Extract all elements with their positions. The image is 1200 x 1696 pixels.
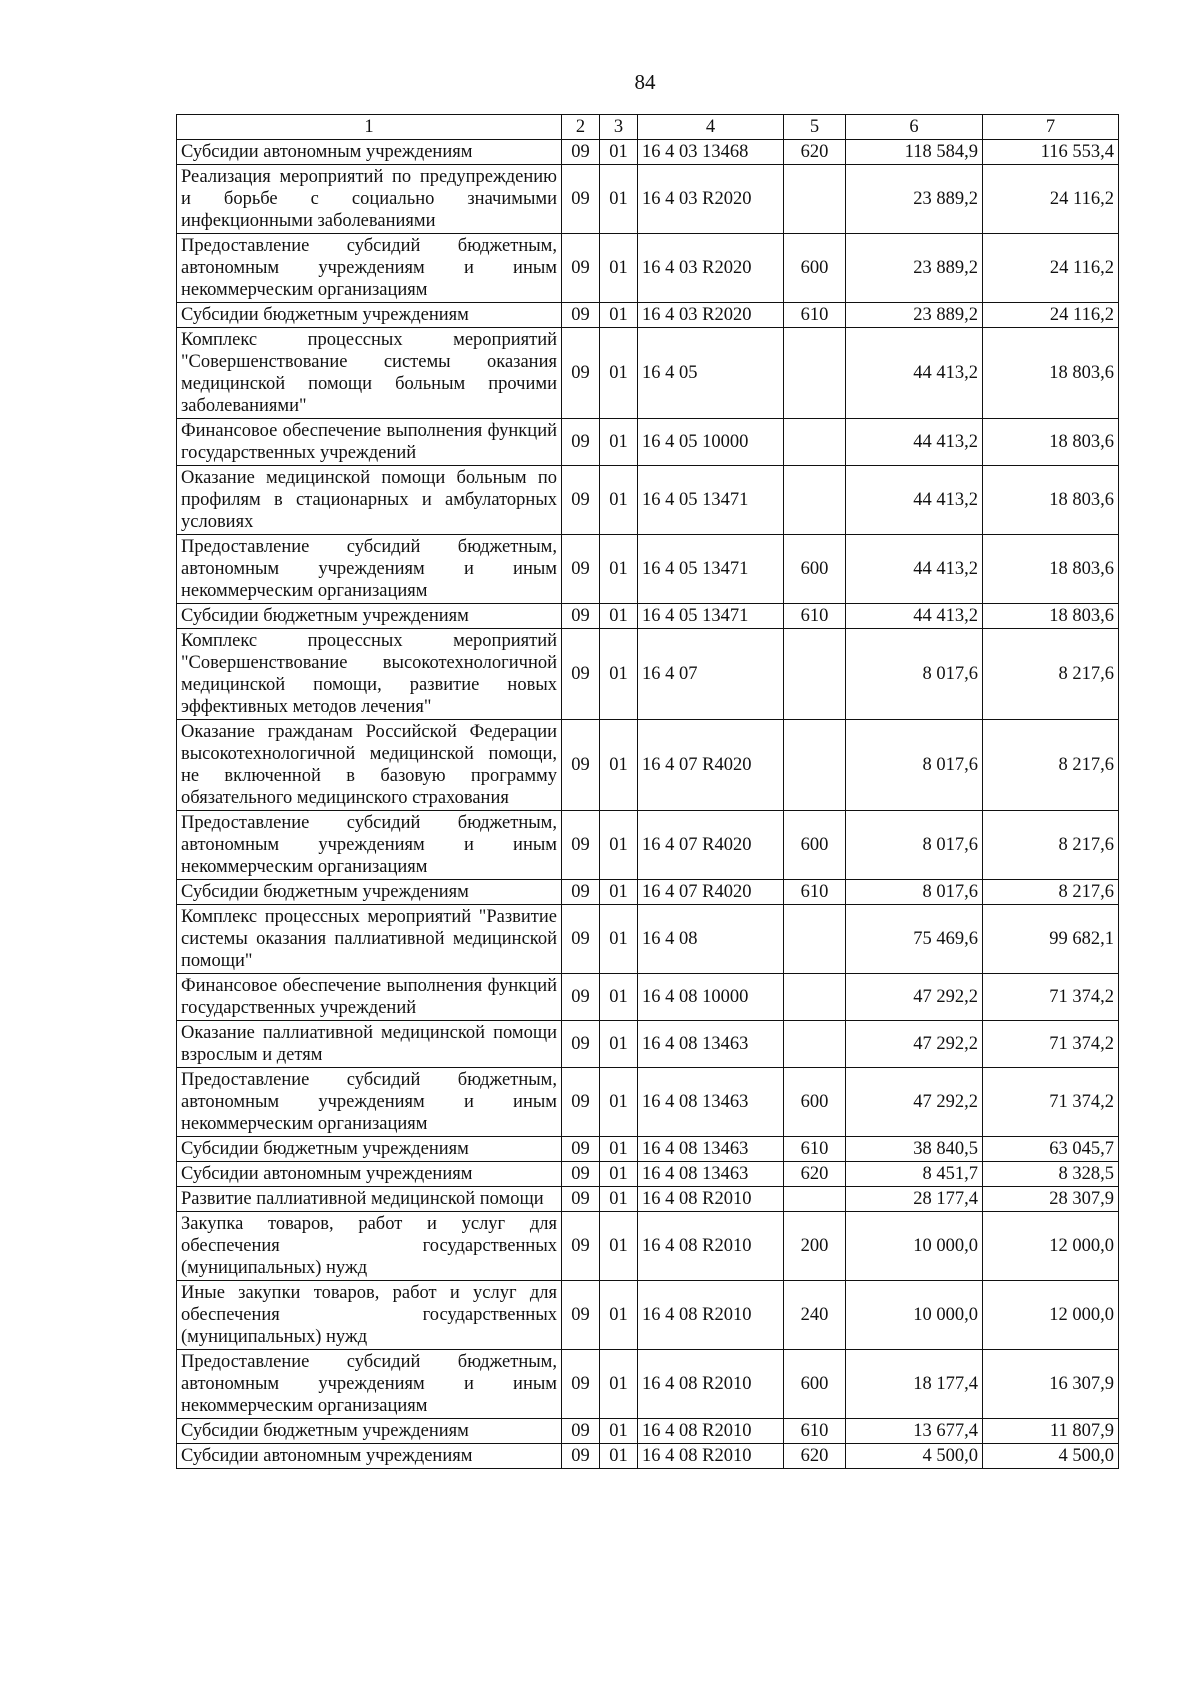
table-row: [177, 1212, 1119, 1281]
row-value7-cell: 12 000,0: [983, 1212, 1119, 1281]
row-col3-cell: 01: [600, 974, 638, 1021]
row-name-cell: Комплекс процессных мероприятий "Совершенствование высокотехнологичной медицинской помощи, развитие новых эффективных методов лечения": [177, 629, 562, 720]
row-name-cell: Субсидии бюджетным учреждениям: [177, 604, 562, 629]
row-name-cell: Субсидии автономным учреждениям: [177, 140, 562, 165]
row-col3-cell: 01: [600, 880, 638, 905]
row-col5-cell: 620: [784, 1444, 846, 1469]
row-col5-cell: [784, 974, 846, 1021]
row-name-cell: Предоставление субсидий бюджетным, автономным учреждениям и иным некоммерческим организациям: [177, 811, 562, 880]
row-col2-cell: 09: [562, 974, 600, 1021]
row-col2-cell: 09: [562, 1444, 600, 1469]
row-value7-cell: 16 307,9: [983, 1350, 1119, 1419]
row-col2-cell: 09: [562, 165, 600, 234]
table-row: [177, 1350, 1119, 1419]
row-name-cell: Оказание паллиативной медицинской помощи взрослым и детям: [177, 1021, 562, 1068]
row-col3-cell: 01: [600, 1068, 638, 1137]
row-col5-cell: [784, 328, 846, 419]
row-value7-cell: 8 217,6: [983, 880, 1119, 905]
row-value7-cell: 18 803,6: [983, 604, 1119, 629]
row-col2-cell: 09: [562, 1187, 600, 1212]
row-col2-cell: 09: [562, 1281, 600, 1350]
row-col3-cell: 01: [600, 811, 638, 880]
row-name-cell: Субсидии автономным учреждениям: [177, 1162, 562, 1187]
row-value6-cell: 47 292,2: [846, 974, 983, 1021]
row-col3-cell: 01: [600, 1212, 638, 1281]
row-value6-cell: 4 500,0: [846, 1444, 983, 1469]
row-col2-cell: 09: [562, 466, 600, 535]
row-code-cell: 16 4 05 13471: [638, 466, 784, 535]
row-col2-cell: 09: [562, 629, 600, 720]
row-col5-cell: 620: [784, 1162, 846, 1187]
row-value6-cell: 23 889,2: [846, 165, 983, 234]
row-code-cell: 16 4 07 R4020: [638, 880, 784, 905]
row-col3-cell: 01: [600, 1444, 638, 1469]
row-col5-cell: [784, 466, 846, 535]
row-name-cell: Комплекс процессных мероприятий "Совершенствование системы оказания медицинской помощи больным прочими заболеваниями": [177, 328, 562, 419]
row-col5-cell: [784, 419, 846, 466]
row-col3-cell: 01: [600, 1162, 638, 1187]
row-col2-cell: 09: [562, 328, 600, 419]
row-value6-cell: 23 889,2: [846, 303, 983, 328]
row-col2-cell: 09: [562, 811, 600, 880]
header-row: [177, 115, 1119, 140]
row-col2-cell: 09: [562, 1137, 600, 1162]
row-value7-cell: 24 116,2: [983, 303, 1119, 328]
row-value7-cell: 18 803,6: [983, 419, 1119, 466]
row-name-cell: Оказание медицинской помощи больным по профилям в стационарных и амбулаторных условиях: [177, 466, 562, 535]
row-code-cell: 16 4 08 R2010: [638, 1212, 784, 1281]
row-col5-cell: [784, 1187, 846, 1212]
row-col3-cell: 01: [600, 1137, 638, 1162]
row-value7-cell: 18 803,6: [983, 466, 1119, 535]
row-value7-cell: 4 500,0: [983, 1444, 1119, 1469]
row-col3-cell: 01: [600, 720, 638, 811]
row-code-cell: 16 4 08 13463: [638, 1021, 784, 1068]
table-row: [177, 303, 1119, 328]
row-code-cell: 16 4 08 10000: [638, 974, 784, 1021]
row-col5-cell: 600: [784, 535, 846, 604]
row-col5-cell: [784, 629, 846, 720]
row-value7-cell: 8 217,6: [983, 811, 1119, 880]
row-col3-cell: 01: [600, 629, 638, 720]
row-name-cell: Финансовое обеспечение выполнения функций государственных учреждений: [177, 419, 562, 466]
row-col5-cell: 600: [784, 1350, 846, 1419]
row-col3-cell: 01: [600, 419, 638, 466]
row-col3-cell: 01: [600, 303, 638, 328]
row-name-cell: Предоставление субсидий бюджетным, автономным учреждениям и иным некоммерческим организациям: [177, 1068, 562, 1137]
row-col2-cell: 09: [562, 1212, 600, 1281]
row-code-cell: 16 4 08: [638, 905, 784, 974]
row-name-cell: Субсидии бюджетным учреждениям: [177, 1137, 562, 1162]
row-col5-cell: [784, 905, 846, 974]
table-row: [177, 1021, 1119, 1068]
row-value6-cell: 47 292,2: [846, 1021, 983, 1068]
row-value6-cell: 8 017,6: [846, 811, 983, 880]
header-cell: 7: [983, 115, 1119, 140]
row-name-cell: Субсидии бюджетным учреждениям: [177, 880, 562, 905]
row-code-cell: 16 4 05 13471: [638, 604, 784, 629]
header-cell: 1: [177, 115, 562, 140]
row-col5-cell: 600: [784, 234, 846, 303]
row-col2-cell: 09: [562, 1021, 600, 1068]
row-value6-cell: 23 889,2: [846, 234, 983, 303]
row-name-cell: Субсидии бюджетным учреждениям: [177, 303, 562, 328]
row-code-cell: 16 4 07: [638, 629, 784, 720]
row-value7-cell: 8 217,6: [983, 720, 1119, 811]
row-code-cell: 16 4 05: [638, 328, 784, 419]
row-code-cell: 16 4 03 13468: [638, 140, 784, 165]
table-row: [177, 604, 1119, 629]
row-col2-cell: 09: [562, 720, 600, 811]
table-row: [177, 1281, 1119, 1350]
row-col5-cell: 610: [784, 303, 846, 328]
row-col2-cell: 09: [562, 1162, 600, 1187]
row-code-cell: 16 4 08 R2010: [638, 1187, 784, 1212]
row-col2-cell: 09: [562, 303, 600, 328]
row-value6-cell: 8 451,7: [846, 1162, 983, 1187]
row-name-cell: Финансовое обеспечение выполнения функций государственных учреждений: [177, 974, 562, 1021]
row-value7-cell: 18 803,6: [983, 328, 1119, 419]
row-col5-cell: 620: [784, 140, 846, 165]
row-col2-cell: 09: [562, 880, 600, 905]
row-name-cell: Реализация мероприятий по предупреждению и борьбе с социально значимыми инфекционными заболеваниями: [177, 165, 562, 234]
table-row: [177, 811, 1119, 880]
row-value6-cell: 47 292,2: [846, 1068, 983, 1137]
table-header: [177, 115, 1119, 140]
row-code-cell: 16 4 08 R2010: [638, 1350, 784, 1419]
row-col5-cell: 240: [784, 1281, 846, 1350]
table-row: [177, 1068, 1119, 1137]
row-value6-cell: 38 840,5: [846, 1137, 983, 1162]
row-value6-cell: 18 177,4: [846, 1350, 983, 1419]
row-value7-cell: 116 553,4: [983, 140, 1119, 165]
row-value6-cell: 44 413,2: [846, 328, 983, 419]
row-col3-cell: 01: [600, 140, 638, 165]
row-col2-cell: 09: [562, 535, 600, 604]
page-number: 84: [634, 70, 656, 94]
row-col3-cell: 01: [600, 1187, 638, 1212]
header-cell: 2: [562, 115, 600, 140]
row-col3-cell: 01: [600, 535, 638, 604]
row-value7-cell: 99 682,1: [983, 905, 1119, 974]
row-value6-cell: 8 017,6: [846, 720, 983, 811]
row-value7-cell: 28 307,9: [983, 1187, 1119, 1212]
table-row: [177, 1419, 1119, 1444]
row-name-cell: Субсидии бюджетным учреждениям: [177, 1419, 562, 1444]
row-value7-cell: 8 217,6: [983, 629, 1119, 720]
table-row: [177, 419, 1119, 466]
row-value7-cell: 12 000,0: [983, 1281, 1119, 1350]
table-row: [177, 466, 1119, 535]
table-row: [177, 234, 1119, 303]
row-col2-cell: 09: [562, 419, 600, 466]
row-col5-cell: 600: [784, 1068, 846, 1137]
row-col2-cell: 09: [562, 1068, 600, 1137]
row-value7-cell: 71 374,2: [983, 1021, 1119, 1068]
row-col3-cell: 01: [600, 466, 638, 535]
row-col2-cell: 09: [562, 1419, 600, 1444]
table-row: [177, 1137, 1119, 1162]
row-code-cell: 16 4 08 13463: [638, 1137, 784, 1162]
row-name-cell: Развитие паллиативной медицинской помощи: [177, 1187, 562, 1212]
row-value6-cell: 44 413,2: [846, 535, 983, 604]
table-row: [177, 905, 1119, 974]
row-value7-cell: 18 803,6: [983, 535, 1119, 604]
row-code-cell: 16 4 03 R2020: [638, 165, 784, 234]
row-col2-cell: 09: [562, 1350, 600, 1419]
row-value6-cell: 8 017,6: [846, 880, 983, 905]
table-row: [177, 140, 1119, 165]
row-col5-cell: [784, 165, 846, 234]
row-code-cell: 16 4 07 R4020: [638, 720, 784, 811]
row-name-cell: Иные закупки товаров, работ и услуг для обеспечения государственных (муниципальных) нужд: [177, 1281, 562, 1350]
header-cell: 3: [600, 115, 638, 140]
table-body: [177, 140, 1119, 1469]
row-col5-cell: [784, 720, 846, 811]
row-col3-cell: 01: [600, 905, 638, 974]
row-value7-cell: 63 045,7: [983, 1137, 1119, 1162]
row-col3-cell: 01: [600, 328, 638, 419]
row-col5-cell: 200: [784, 1212, 846, 1281]
row-value7-cell: 71 374,2: [983, 974, 1119, 1021]
row-col2-cell: 09: [562, 604, 600, 629]
row-col2-cell: 09: [562, 234, 600, 303]
row-code-cell: 16 4 05 13471: [638, 535, 784, 604]
row-code-cell: 16 4 08 R2010: [638, 1281, 784, 1350]
row-code-cell: 16 4 07 R4020: [638, 811, 784, 880]
row-col5-cell: 610: [784, 1419, 846, 1444]
table-row: [177, 880, 1119, 905]
row-col5-cell: 610: [784, 604, 846, 629]
row-value6-cell: 8 017,6: [846, 629, 983, 720]
header-cell: 5: [784, 115, 846, 140]
row-value6-cell: 13 677,4: [846, 1419, 983, 1444]
row-value7-cell: 24 116,2: [983, 165, 1119, 234]
row-name-cell: Комплекс процессных мероприятий "Развитие системы оказания паллиативной медицинской помощи": [177, 905, 562, 974]
row-col5-cell: 610: [784, 880, 846, 905]
row-value7-cell: 8 328,5: [983, 1162, 1119, 1187]
row-name-cell: Предоставление субсидий бюджетным, автономным учреждениям и иным некоммерческим организациям: [177, 234, 562, 303]
table-row: [177, 1187, 1119, 1212]
table-row: [177, 1162, 1119, 1187]
row-col3-cell: 01: [600, 1350, 638, 1419]
row-value6-cell: 28 177,4: [846, 1187, 983, 1212]
row-col5-cell: [784, 1021, 846, 1068]
row-value6-cell: 10 000,0: [846, 1212, 983, 1281]
row-value6-cell: 44 413,2: [846, 466, 983, 535]
row-value7-cell: 71 374,2: [983, 1068, 1119, 1137]
row-col3-cell: 01: [600, 604, 638, 629]
row-code-cell: 16 4 08 13463: [638, 1162, 784, 1187]
row-col2-cell: 09: [562, 140, 600, 165]
header-cell: 4: [638, 115, 784, 140]
row-value7-cell: 24 116,2: [983, 234, 1119, 303]
table-row: [177, 974, 1119, 1021]
row-value6-cell: 75 469,6: [846, 905, 983, 974]
table-row: [177, 165, 1119, 234]
row-value6-cell: 10 000,0: [846, 1281, 983, 1350]
row-name-cell: Предоставление субсидий бюджетным, автономным учреждениям и иным некоммерческим организациям: [177, 1350, 562, 1419]
row-col5-cell: 610: [784, 1137, 846, 1162]
budget-table: [176, 114, 1119, 1469]
table-row: [177, 720, 1119, 811]
table-row: [177, 535, 1119, 604]
header-cell: 6: [846, 115, 983, 140]
row-code-cell: 16 4 08 R2010: [638, 1419, 784, 1444]
table-row: [177, 629, 1119, 720]
table-row: [177, 328, 1119, 419]
row-code-cell: 16 4 05 10000: [638, 419, 784, 466]
row-col5-cell: 600: [784, 811, 846, 880]
row-col3-cell: 01: [600, 165, 638, 234]
row-value6-cell: 44 413,2: [846, 419, 983, 466]
row-col3-cell: 01: [600, 1419, 638, 1444]
row-col3-cell: 01: [600, 1021, 638, 1068]
row-code-cell: 16 4 08 R2010: [638, 1444, 784, 1469]
row-col3-cell: 01: [600, 1281, 638, 1350]
row-name-cell: Субсидии автономным учреждениям: [177, 1444, 562, 1469]
row-value7-cell: 11 807,9: [983, 1419, 1119, 1444]
row-name-cell: Предоставление субсидий бюджетным, автономным учреждениям и иным некоммерческим организациям: [177, 535, 562, 604]
row-value6-cell: 44 413,2: [846, 604, 983, 629]
row-name-cell: Оказание гражданам Российской Федерации высокотехнологичной медицинской помощи, не включенной в базовую программу обязательного медицинского страхования: [177, 720, 562, 811]
row-col3-cell: 01: [600, 234, 638, 303]
row-name-cell: Закупка товаров, работ и услуг для обеспечения государственных (муниципальных) нужд: [177, 1212, 562, 1281]
row-code-cell: 16 4 03 R2020: [638, 303, 784, 328]
row-code-cell: 16 4 08 13463: [638, 1068, 784, 1137]
row-value6-cell: 118 584,9: [846, 140, 983, 165]
row-code-cell: 16 4 03 R2020: [638, 234, 784, 303]
row-col2-cell: 09: [562, 905, 600, 974]
table-row: [177, 1444, 1119, 1469]
